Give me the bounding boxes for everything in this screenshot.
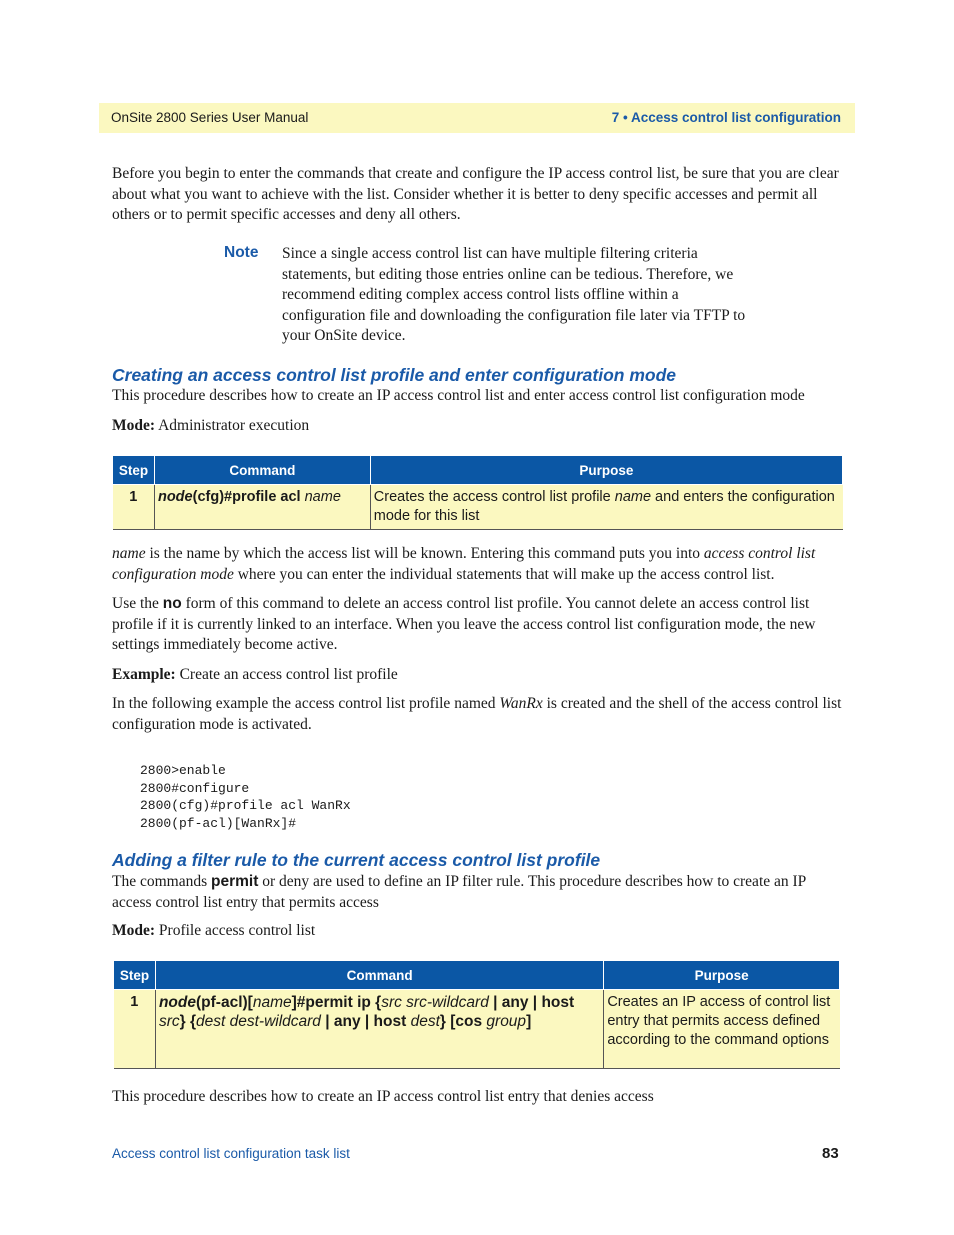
page-number: 83 [822,1145,839,1162]
header-step: Step [114,961,156,990]
purpose-cell: Creates an IP access of control list entry that permits access defined according to the command options [604,990,840,1069]
section2-heading: Adding a filter rule to the current access control list profile [112,850,601,870]
command-table-2 [113,960,840,1069]
code-example: 2800>enable 2800#configure 2800(cfg)#profile acl WanRx 2800(pf-acl)[WanRx]# [140,763,351,831]
header-purpose: Purpose [604,961,840,990]
purpose-cell: Creates the access control list profile name and enters the configuration mode for this list [370,485,842,530]
header-purpose: Purpose [370,456,842,485]
command-cell: node(cfg)#profile acl name [154,485,370,530]
mode-label: Mode: [112,417,156,434]
example-line: Example: Create an access control list profile [112,666,398,683]
command-table-1 [112,455,843,530]
command-cell: node(pf-acl)[name]#permit ip {src src-wildcard | any | host src} {dest dest-wildcard | any | host dest} [cos group] [155,990,603,1069]
mode-value: Profile access control list [155,922,316,939]
explain-paragraph-1: name is the name by which the access list will be known. Entering this command puts you into access control list configuration mode where you can enter the individual statements that will make up the access control list. [112,545,816,583]
section1-heading: Creating an access control list profile and enter configuration mode [112,365,676,385]
section2-mode [112,921,844,942]
table-row [114,990,840,1069]
table-header-row [113,456,843,485]
intro-paragraph [112,164,844,226]
note-text: Since a single access control list can have multiple filtering criteria statements, but editing those entries online can be tedious. Therefore, we recommend editing complex access control lists offline within a configuration file and downloading the configuration file later via TFTP to your OnSite device. [282,245,746,344]
table-row [113,485,843,530]
step-cell: 1 [114,990,156,1069]
table-header-row [114,961,840,990]
section2-description: The commands permit or deny are used to define an IP filter rule. This procedure describes how to create an IP access control list entry that permits access [112,873,806,911]
manual-title: OnSite 2800 Series User Manual [111,110,309,125]
page-header [99,103,855,133]
section1-mode [112,416,844,437]
explain-paragraph-2: Use the no form of this command to delete an access control list profile. You cannot delete an access control list profile if it is currently linked to an interface. When you leave the access control list configuration mode, the new settings immediately become active. [112,595,816,653]
intro-text: Before you begin to enter the commands that create and configure the IP access control list, be sure that you are clear about what you want to achieve with the list. Consider whether it is better to deny specific accesses and permit all others or to permit specific accesses and deny all others. [112,165,839,223]
footer-section-title: Access control list configuration task list [112,1146,350,1161]
section1-description-text: This procedure describes how to create an IP access control list and enter access control list configuration mode [112,387,805,404]
explain-paragraph-3: In the following example the access control list profile named WanRx is created and the shell of the access control list configuration mode is activated. [112,695,842,733]
step-cell: 1 [113,485,155,530]
mode-label: Mode: [112,922,156,939]
example-label: Example: [112,666,176,683]
closing-paragraph [112,1087,844,1108]
header-command: Command [154,456,370,485]
header-step: Step [113,456,155,485]
mode-value: Administrator execution [155,417,310,434]
header-command: Command [155,961,603,990]
note-label: Note [224,244,259,261]
chapter-title: 7 • Access control list configuration [611,110,841,125]
closing-text: This procedure describes how to create an IP access control list entry that denies access [112,1088,654,1105]
section1-description [112,386,844,407]
